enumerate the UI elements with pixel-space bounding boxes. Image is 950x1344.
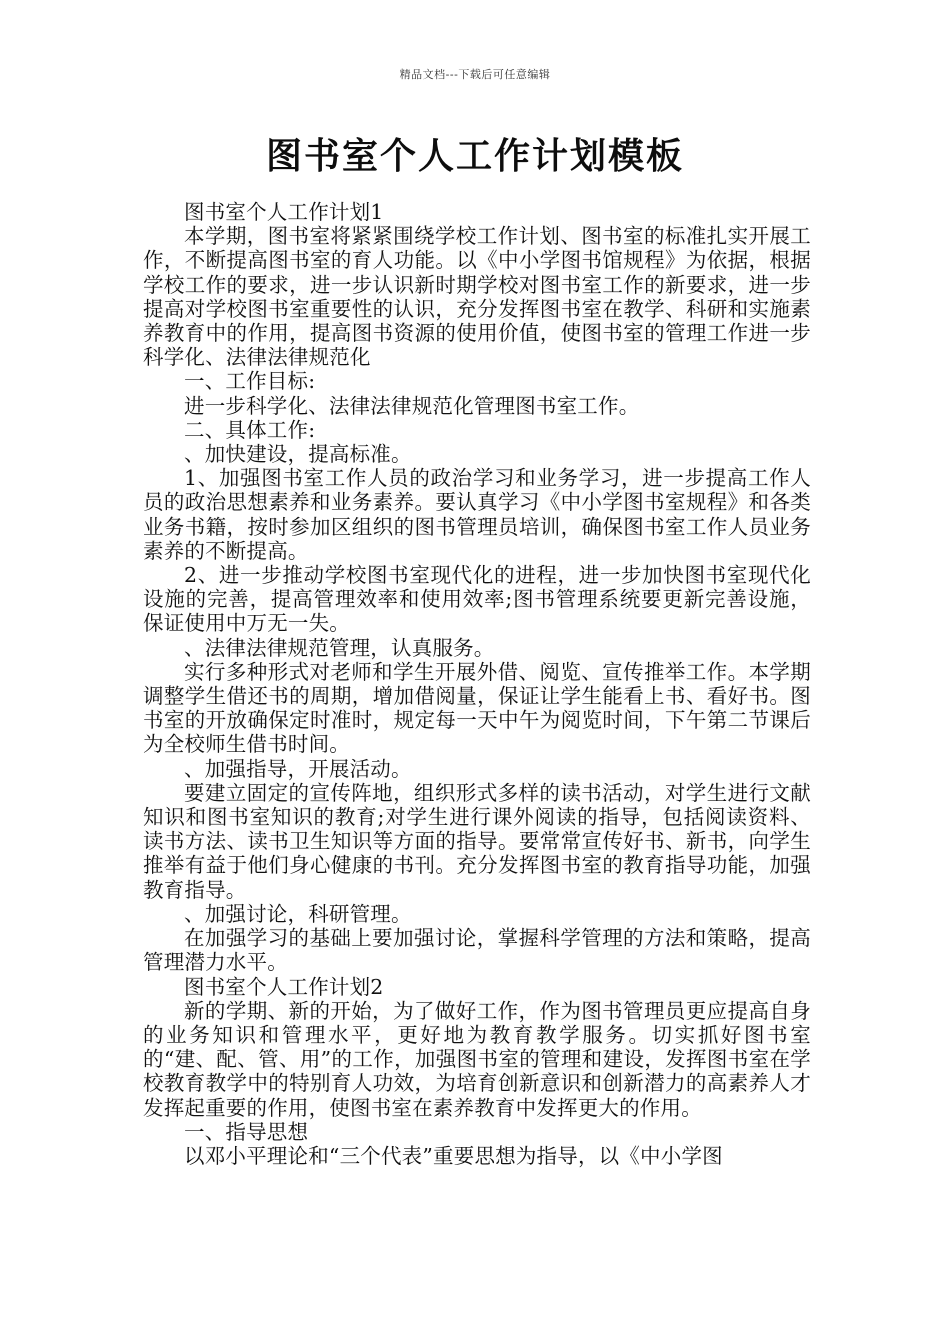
- paragraph-service: 实行多种形式对老师和学生开展外借、阅览、宣传推举工作。本学期调整学生借还书的周期，增加借阅量，保证让学生能看上书、看好书。图书室的开放确保定时准时，规定每一天中午为阅览时间，下午第二节课后为全校师生借书时间。: [143, 659, 811, 757]
- subheading-research: 、加强讨论，科研管理。: [184, 901, 412, 926]
- subheading-construction: 、加快建设，提高标准。: [184, 442, 412, 467]
- section-heading-plan-2: 图书室个人工作计划2: [184, 974, 384, 999]
- document-body: [143, 200, 811, 1168]
- paragraph-guiding-ideology: 以邓小平理论和“三个代表”重要思想为指导，以《中小学图: [184, 1143, 723, 1168]
- subheading-guidance: 、加强指导，开展活动。: [184, 756, 412, 781]
- document-title: 图书室个人工作计划模板: [265, 136, 684, 177]
- heading-guiding-ideology: 一、指导思想: [184, 1119, 309, 1144]
- section-heading-plan-1: 图书室个人工作计划1: [184, 200, 384, 224]
- heading-work-goals: 一、工作目标:: [184, 369, 316, 394]
- paragraph-item-1: 1、加强图书室工作人员的政治学习和业务学习，进一步提高工作人员的政治思想素养和业务素养。要认真学习《中小学图书室规程》和各类业务书籍，按时参加区组织的图书管理员培训，确保图书室工作人员业务素养的不断提高。: [143, 466, 811, 563]
- intro-paragraph: 本学期，图书室将紧紧围绕学校工作计划、图书室的标准扎实开展工作，不断提高图书室的育人功能。以《中小学图书馆规程》为依据，根据学校工作的要求，进一步认识新时期学校对图书室工作的新要求，进一步提高对学校图书室重要性的认识，充分发挥图书室在教学、科研和实施素养教育中的作用，提高图书资源的使用价值，使图书室的管理工作进一步科学化、法律法律规范化: [143, 224, 811, 370]
- paragraph-item-2: 2、进一步推动学校图书室现代化的进程，进一步加快图书室现代化设施的完善，提高管理效率和使用效率;图书管理系统要更新完善设施，保证使用中万无一失。: [143, 563, 811, 636]
- paragraph-guidance: 要建立固定的宣传阵地，组织形式多样的读书活动，对学生进行文献知识和图书室知识的教育;对学生进行课外阅读的指导，包括阅读资料、读书方法、读书卫生知识等方面的指导。要常常宣传好书、新书，向学生推举有益于他们身心健康的书刊。充分发挥图书室的教育指导功能，加强教育指导。: [143, 780, 811, 902]
- subheading-service: 、法律法律规范管理，认真服务。: [184, 635, 495, 660]
- paragraph-research: 在加强学习的基础上要加强讨论，掌握科学管理的方法和策略，提高管理潜力水平。: [143, 926, 811, 975]
- paragraph-goals: 进一步科学化、法律法律规范化管理图书室工作。: [184, 393, 640, 418]
- paragraph-plan-2-intro: 新的学期、新的开始，为了做好工作，作为图书管理员更应提高自身的业务知识和管理水平，更好地为教育教学服务。切实抓好图书室的“建、配、管、用”的工作，加强图书室的管理和建设，发挥图书室在学校教育教学中的特别育人功效，为培育创新意识和创新潜力的高素养人才发挥起重要的作用，使图书室在素养教育中发挥更大的作用。: [143, 998, 811, 1120]
- heading-specific-work: 二、具体工作:: [184, 417, 316, 442]
- header-note: 精品文档---下载后可任意编辑: [399, 68, 551, 81]
